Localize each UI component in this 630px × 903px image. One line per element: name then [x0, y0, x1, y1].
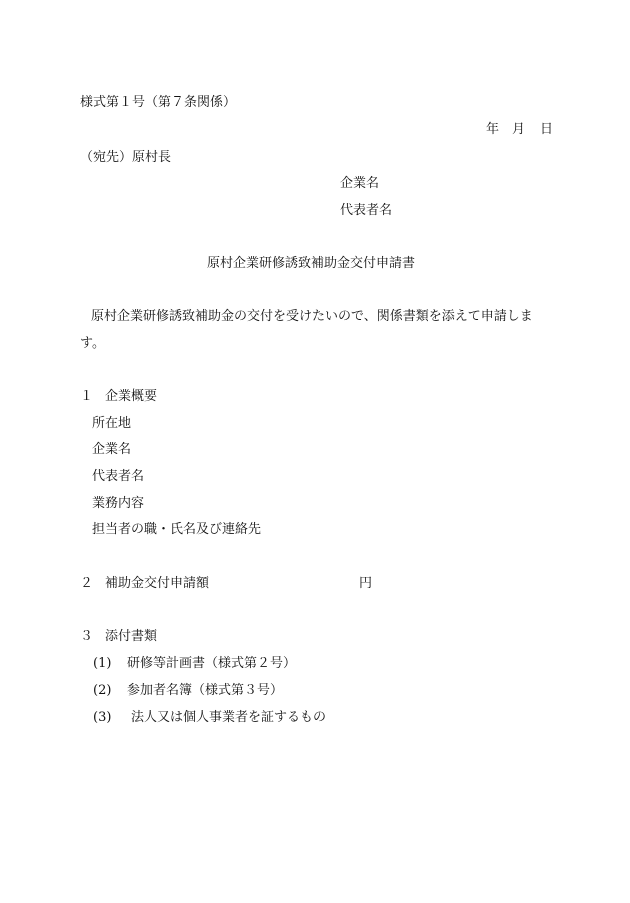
list-item: 業務内容 — [92, 496, 145, 511]
yen-unit-label: 円 — [359, 576, 373, 591]
date-day-label: 日 — [540, 122, 554, 137]
list-item: 代表者名 — [92, 469, 145, 484]
section-title: 添付書類 — [105, 629, 158, 644]
section-number: ３ — [80, 629, 94, 644]
intro-text-line-2: す。 — [80, 336, 105, 351]
form-title: 原村企業研修誘致補助金交付申請書 — [207, 256, 416, 271]
section-title: 補助金交付申請額 — [105, 576, 210, 591]
section-number: １ — [80, 389, 94, 404]
section-title: 企業概要 — [105, 389, 158, 404]
addressee: （宛先）原村長 — [80, 150, 172, 165]
applicant-representative-label: 代表者名 — [340, 203, 393, 218]
attachment-number: (3) — [93, 710, 112, 725]
attachment-number: (2) — [93, 683, 112, 698]
attachment-item: 研修等計画書（様式第２号） — [127, 656, 297, 671]
list-item: 企業名 — [92, 442, 132, 457]
list-item: 所在地 — [92, 416, 132, 431]
date-month-label: 月 — [512, 122, 526, 137]
form-number-header: 様式第１号（第７条関係） — [80, 95, 237, 110]
attachment-item: 法人又は個人事業者を証するもの — [131, 710, 327, 725]
attachment-item: 参加者名簿（様式第３号） — [127, 683, 284, 698]
date-year-label: 年 — [486, 122, 500, 137]
list-item: 担当者の職・氏名及び連絡先 — [92, 522, 262, 537]
applicant-company-label: 企業名 — [340, 176, 380, 191]
attachment-number: (1) — [93, 656, 112, 671]
section-number: ２ — [80, 576, 94, 591]
intro-text-line-1: 原村企業研修誘致補助金の交付を受けたいので、関係書類を添えて申請しま — [91, 309, 533, 324]
